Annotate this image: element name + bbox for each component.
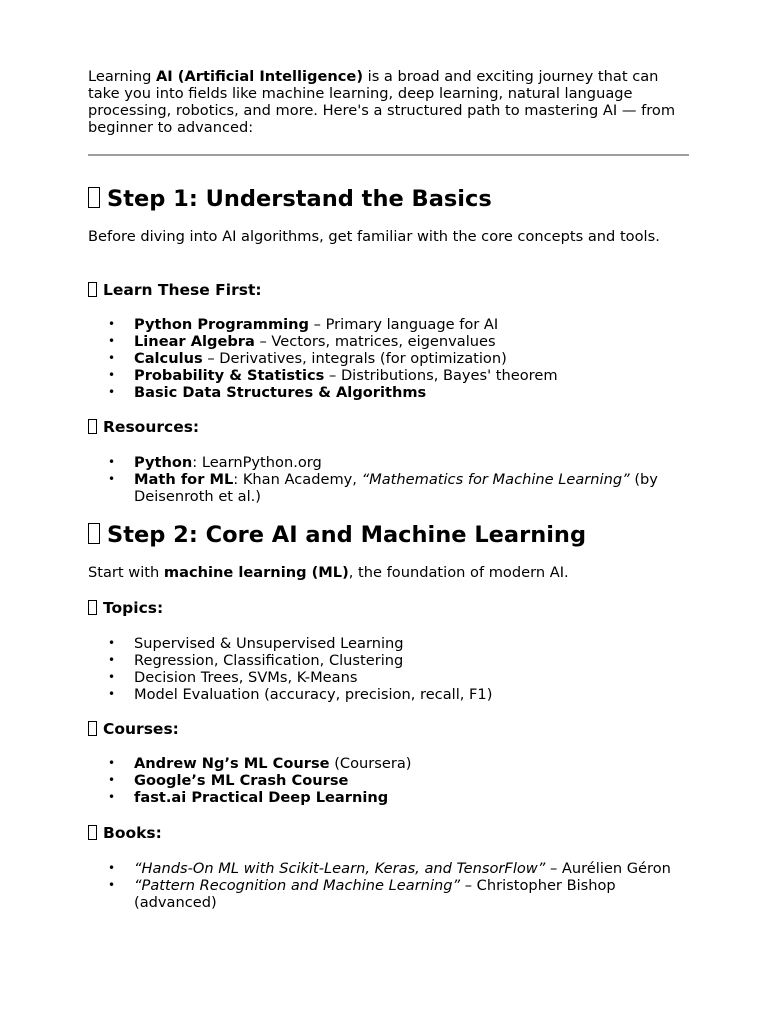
- step1-heading: [88, 185, 492, 213]
- item-bold: fast.ai Practical Deep Learning: [134, 789, 389, 806]
- list-item: [88, 669, 688, 686]
- bullet: •: [108, 472, 116, 486]
- bullet: •: [108, 773, 116, 787]
- intro-bold: AI (Artificial Intelligence): [156, 68, 363, 85]
- bullet: •: [108, 790, 116, 804]
- resources-list: [88, 454, 688, 505]
- missing-glyph-icon: [88, 187, 100, 208]
- item-text: Supervised & Unsupervised Learning: [134, 635, 404, 652]
- bullet: •: [108, 861, 116, 875]
- item-text: (Coursera): [329, 755, 412, 772]
- bullet: •: [108, 385, 116, 399]
- courses-heading-text: Courses:: [103, 720, 179, 738]
- learn-heading-text: Learn These First:: [103, 281, 262, 299]
- item-text: – Distributions, Bayes' theorem: [324, 367, 558, 384]
- bullet: •: [108, 636, 116, 650]
- books-heading: [88, 823, 162, 843]
- item-bold: Linear Algebra: [134, 333, 255, 350]
- list-item: [88, 860, 688, 877]
- item-italic: “Mathematics for Machine Learning”: [361, 471, 630, 488]
- intro-paragraph: [88, 68, 688, 136]
- missing-glyph-icon: [88, 419, 97, 434]
- list-item: [88, 384, 688, 401]
- item-text: Regression, Classification, Clustering: [134, 652, 404, 669]
- item-bold: Andrew Ng’s ML Course: [134, 755, 330, 772]
- bullet: •: [108, 334, 116, 348]
- intro-text: Learning: [88, 68, 156, 85]
- missing-glyph-icon: [88, 282, 97, 297]
- missing-glyph-icon: [88, 721, 97, 736]
- bullet: •: [108, 351, 116, 365]
- topics-list: [88, 635, 688, 703]
- desc-text: Start with: [88, 564, 164, 581]
- step2-heading-text: Step 2: Core AI and Machine Learning: [107, 522, 587, 548]
- list-item: [88, 755, 688, 772]
- list-item: [88, 471, 688, 505]
- missing-glyph-icon: [88, 825, 97, 840]
- step1-description: Before diving into AI algorithms, get familiar with the core concepts and tools.: [88, 228, 660, 245]
- bullet: •: [108, 687, 116, 701]
- resources-heading: [88, 417, 199, 437]
- list-item: [88, 772, 688, 789]
- list-item: [88, 686, 688, 703]
- step1-heading-text: Step 1: Understand the Basics: [107, 186, 492, 212]
- courses-heading: [88, 719, 179, 739]
- books-heading-text: Books:: [103, 824, 162, 842]
- list-item: [88, 333, 688, 350]
- item-bold: Basic Data Structures & Algorithms: [134, 384, 427, 401]
- topics-heading: [88, 598, 163, 618]
- learn-list: [88, 316, 688, 401]
- list-item: [88, 635, 688, 652]
- item-text: – Derivatives, integrals (for optimization): [202, 350, 507, 367]
- bullet: •: [108, 670, 116, 684]
- item-text: : Khan Academy,: [233, 471, 362, 488]
- item-text: – Vectors, matrices, eigenvalues: [254, 333, 496, 350]
- item-bold: Probability & Statistics: [134, 367, 325, 384]
- list-item: [88, 789, 688, 806]
- courses-list: [88, 755, 688, 806]
- intro-text-rest: is a broad and exciting journey that can take you into fields like machine learning, deep learning, natural language processing, robotics, and more. Here's a structured path to mastering AI — from beginner to advanced:: [88, 68, 676, 136]
- item-text: – Aurélien Géron: [545, 860, 671, 877]
- step2-description: [88, 564, 678, 581]
- item-text: Decision Trees, SVMs, K-Means: [134, 669, 358, 686]
- bullet: •: [108, 455, 116, 469]
- item-bold: Google’s ML Crash Course: [134, 772, 349, 789]
- learn-heading: [88, 280, 262, 300]
- item-tail: (by Deisenroth et al.): [134, 471, 658, 505]
- desc-text-rest: , the foundation of modern AI.: [348, 564, 569, 581]
- item-bold: Math for ML: [134, 471, 234, 488]
- books-list: [88, 860, 688, 911]
- desc-bold: machine learning (ML): [163, 564, 349, 581]
- list-item: [88, 652, 688, 669]
- missing-glyph-icon: [88, 600, 97, 615]
- item-bold: Python: [134, 454, 193, 471]
- list-item: [88, 454, 688, 471]
- bullet: •: [108, 653, 116, 667]
- item-text: : LearnPython.org: [192, 454, 322, 471]
- item-bold: Python Programming: [134, 316, 310, 333]
- item-bold: Calculus: [134, 350, 203, 367]
- bullet: •: [108, 368, 116, 382]
- bullet: •: [108, 317, 116, 331]
- step2-heading: [88, 521, 586, 549]
- item-text: – Christopher Bishop (advanced): [134, 877, 616, 911]
- item-italic: “Hands-On ML with Scikit-Learn, Keras, and TensorFlow”: [134, 860, 546, 877]
- item-text: Model Evaluation (accuracy, precision, recall, F1): [134, 686, 493, 703]
- missing-glyph-icon: [88, 523, 100, 544]
- horizontal-rule: [88, 154, 689, 156]
- item-text: – Primary language for AI: [309, 316, 499, 333]
- topics-heading-text: Topics:: [103, 599, 164, 617]
- bullet: •: [108, 878, 116, 892]
- list-item: [88, 350, 688, 367]
- resources-heading-text: Resources:: [103, 418, 200, 436]
- list-item: [88, 316, 688, 333]
- list-item: [88, 877, 688, 911]
- item-italic: “Pattern Recognition and Machine Learning”: [134, 877, 461, 894]
- bullet: •: [108, 756, 116, 770]
- list-item: [88, 367, 688, 384]
